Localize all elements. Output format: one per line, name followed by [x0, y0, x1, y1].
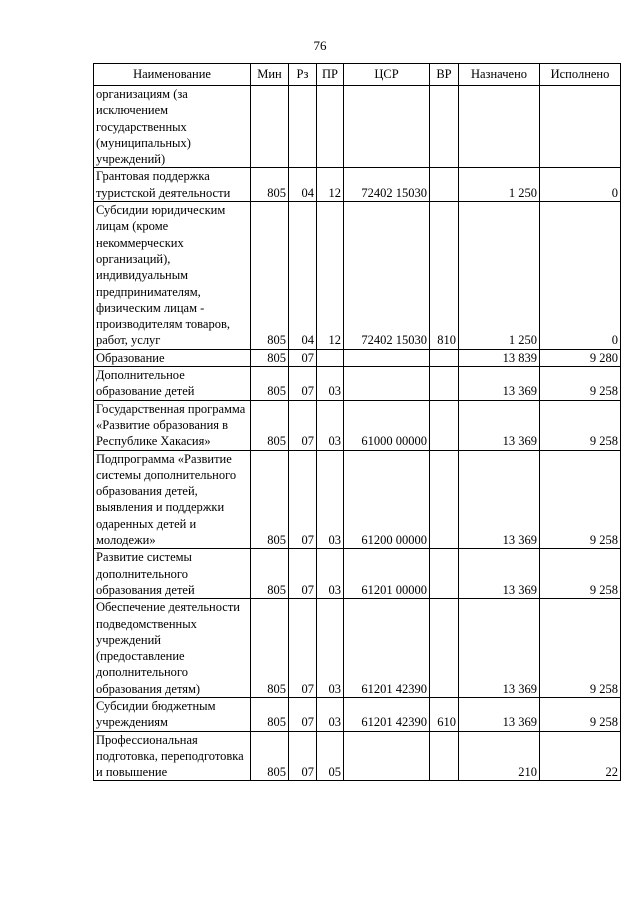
header-csr: ЦСР — [344, 64, 430, 86]
cell-pr: 12 — [317, 202, 344, 350]
table-body — [94, 86, 621, 781]
cell-rz: 07 — [289, 349, 317, 366]
table-row — [94, 202, 621, 350]
cell-pr: 03 — [317, 367, 344, 401]
cell-vr — [430, 367, 459, 401]
cell-name: Субсидии юридическим лицам (кроме некоммерческих организаций), индивидуальным предпринимателям, физическим лицам - производителям товаров, работ, услуг — [94, 202, 251, 350]
cell-min — [251, 86, 289, 168]
cell-vr — [430, 599, 459, 698]
header-rz: Рз — [289, 64, 317, 86]
cell-rz: 07 — [289, 367, 317, 401]
cell-csr: 61201 00000 — [344, 549, 430, 599]
cell-rz: 07 — [289, 599, 317, 698]
cell-min: 805 — [251, 549, 289, 599]
cell-pr: 05 — [317, 731, 344, 781]
cell-csr: 72402 15030 — [344, 202, 430, 350]
cell-vr — [430, 400, 459, 450]
cell-executed: 9 258 — [540, 697, 621, 731]
cell-min: 805 — [251, 168, 289, 202]
table-row — [94, 697, 621, 731]
cell-name: Подпрограмма «Развитие системы дополнительного образования детей, выявления и поддержки одаренных детей и молодежи» — [94, 450, 251, 549]
cell-assigned — [459, 86, 540, 168]
table-row — [94, 400, 621, 450]
cell-name: Развитие системы дополнительного образования детей — [94, 549, 251, 599]
cell-pr — [317, 86, 344, 168]
header-executed: Исполнено — [540, 64, 621, 86]
cell-rz: 07 — [289, 549, 317, 599]
cell-executed: 22 — [540, 731, 621, 781]
cell-csr — [344, 367, 430, 401]
cell-min: 805 — [251, 450, 289, 549]
cell-name: организациям (за исключением государственных (муниципальных) учреждений) — [94, 86, 251, 168]
cell-vr — [430, 86, 459, 168]
table-row — [94, 549, 621, 599]
table-row — [94, 599, 621, 698]
cell-assigned: 13 839 — [459, 349, 540, 366]
header-min: Мин — [251, 64, 289, 86]
cell-name: Дополнительное образование детей — [94, 367, 251, 401]
cell-executed: 9 258 — [540, 599, 621, 698]
cell-name: Государственная программа «Развитие образования в Республике Хакасия» — [94, 400, 251, 450]
cell-csr: 61000 00000 — [344, 400, 430, 450]
cell-assigned: 13 369 — [459, 400, 540, 450]
cell-assigned: 210 — [459, 731, 540, 781]
cell-csr: 61201 42390 — [344, 697, 430, 731]
cell-vr: 810 — [430, 202, 459, 350]
cell-min: 805 — [251, 202, 289, 350]
cell-rz: 04 — [289, 202, 317, 350]
cell-name: Обеспечение деятельности подведомственных учреждений (предоставление дополнительного образования детям) — [94, 599, 251, 698]
cell-executed: 9 280 — [540, 349, 621, 366]
table-row — [94, 450, 621, 549]
cell-min: 805 — [251, 697, 289, 731]
cell-executed: 9 258 — [540, 450, 621, 549]
cell-name: Грантовая поддержка туристской деятельности — [94, 168, 251, 202]
cell-rz: 04 — [289, 168, 317, 202]
table-row — [94, 168, 621, 202]
cell-vr — [430, 450, 459, 549]
cell-pr: 03 — [317, 450, 344, 549]
cell-rz: 07 — [289, 697, 317, 731]
cell-assigned: 13 369 — [459, 367, 540, 401]
cell-name: Профессиональная подготовка, переподготовка и повышение — [94, 731, 251, 781]
cell-vr — [430, 349, 459, 366]
cell-csr — [344, 731, 430, 781]
cell-csr: 61201 42390 — [344, 599, 430, 698]
cell-vr — [430, 549, 459, 599]
budget-table — [93, 63, 621, 781]
header-vr: ВР — [430, 64, 459, 86]
cell-pr — [317, 349, 344, 366]
header-assigned: Назначено — [459, 64, 540, 86]
cell-csr: 61200 00000 — [344, 450, 430, 549]
cell-vr — [430, 168, 459, 202]
cell-rz: 07 — [289, 400, 317, 450]
header-pr: ПР — [317, 64, 344, 86]
page-number: 76 — [313, 38, 327, 53]
table-header — [94, 64, 621, 86]
cell-executed — [540, 86, 621, 168]
cell-name: Субсидии бюджетным учреждениям — [94, 697, 251, 731]
cell-min: 805 — [251, 599, 289, 698]
cell-assigned: 1 250 — [459, 202, 540, 350]
cell-pr: 03 — [317, 549, 344, 599]
cell-executed: 9 258 — [540, 549, 621, 599]
cell-csr — [344, 349, 430, 366]
cell-name: Образование — [94, 349, 251, 366]
cell-assigned: 13 369 — [459, 697, 540, 731]
cell-pr: 12 — [317, 168, 344, 202]
table-row — [94, 86, 621, 168]
cell-assigned: 13 369 — [459, 549, 540, 599]
cell-assigned: 13 369 — [459, 450, 540, 549]
table-row — [94, 367, 621, 401]
header-row — [94, 64, 621, 86]
cell-csr — [344, 86, 430, 168]
cell-executed: 0 — [540, 202, 621, 350]
cell-assigned: 13 369 — [459, 599, 540, 698]
cell-min: 805 — [251, 349, 289, 366]
cell-rz: 07 — [289, 450, 317, 549]
cell-pr: 03 — [317, 599, 344, 698]
cell-rz — [289, 86, 317, 168]
cell-assigned: 1 250 — [459, 168, 540, 202]
cell-pr: 03 — [317, 400, 344, 450]
cell-vr: 610 — [430, 697, 459, 731]
cell-pr: 03 — [317, 697, 344, 731]
cell-min: 805 — [251, 367, 289, 401]
cell-executed: 9 258 — [540, 367, 621, 401]
cell-rz: 07 — [289, 731, 317, 781]
table-row — [94, 731, 621, 781]
cell-min: 805 — [251, 731, 289, 781]
header-name: Наименование — [94, 64, 251, 86]
table-row — [94, 349, 621, 366]
cell-vr — [430, 731, 459, 781]
cell-executed: 9 258 — [540, 400, 621, 450]
cell-executed: 0 — [540, 168, 621, 202]
cell-csr: 72402 15030 — [344, 168, 430, 202]
cell-min: 805 — [251, 400, 289, 450]
